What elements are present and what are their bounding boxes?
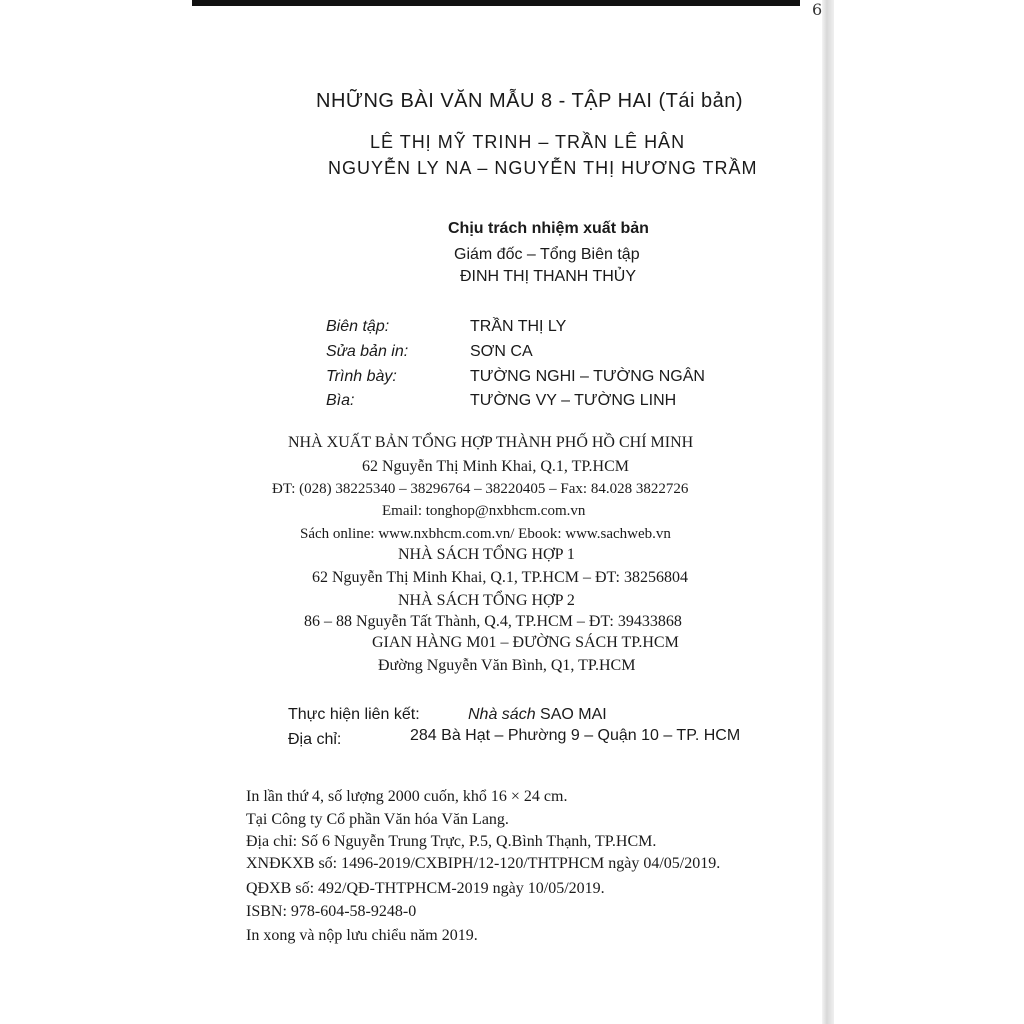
credit-label: Sửa bản in: <box>326 343 409 360</box>
publisher-phone: ĐT: (028) 38225340 – 38296764 – 38220405 – Fax: 84.028 3822726 <box>272 481 689 497</box>
credit-value: TƯỜNG VY – TƯỜNG LINH <box>470 392 677 409</box>
print-info-line: In lần thứ 4, số lượng 2000 cuốn, khổ 16 × 24 cm. <box>246 788 568 805</box>
book-title: NHỮNG BÀI VĂN MẪU 8 - TẬP HAI (Tái bản) <box>316 90 744 112</box>
publisher-email: Email: tonghop@nxbhcm.com.vn <box>382 503 586 519</box>
stall-address: Đường Nguyễn Văn Bình, Q1, TP.HCM <box>378 657 636 674</box>
responsibility-role: Giám đốc – Tổng Biên tập <box>454 246 640 263</box>
print-info-line: XNĐKXB số: 1496-2019/CXBIPH/12-120/THTPHCM ngày 04/05/2019. <box>246 855 721 872</box>
print-info-line: Tại Công ty Cổ phần Văn hóa Văn Lang. <box>246 811 509 828</box>
print-info-line: Địa chỉ: Số 6 Nguyễn Trung Trực, P.5, Q.Bình Thạnh, TP.HCM. <box>246 833 657 850</box>
store-2-name: NHÀ SÁCH TỔNG HỢP 2 <box>398 592 575 609</box>
partner-label: Thực hiện liên kết: <box>288 706 420 723</box>
credit-label: Trình bày: <box>326 368 397 385</box>
page-corner-mark: 6 <box>812 0 823 19</box>
publisher-name: NHÀ XUẤT BẢN TỔNG HỢP THÀNH PHỐ HỒ CHÍ MINH <box>288 434 694 451</box>
publisher-address: 62 Nguyễn Thị Minh Khai, Q.1, TP.HCM <box>362 458 629 475</box>
credit-value: TƯỜNG NGHI – TƯỜNG NGÂN <box>470 368 705 385</box>
partner-address-label: Địa chỉ: <box>288 731 342 748</box>
authors-line-2: NGUYỄN LY NA – NGUYỄN THỊ HƯƠNG TRẦM <box>328 158 758 178</box>
credit-value: SƠN CA <box>470 343 533 360</box>
credit-label: Bìa: <box>326 392 355 409</box>
store-1-name: NHÀ SÁCH TỔNG HỢP 1 <box>398 546 575 563</box>
authors-line-1: LÊ THỊ MỸ TRINH – TRẦN LÊ HÂN <box>370 132 686 152</box>
publisher-online: Sách online: www.nxbhcm.com.vn/ Ebook: www.sachweb.vn <box>300 526 671 542</box>
print-info-line: QĐXB số: 492/QĐ-THTPHCM-2019 ngày 10/05/2019. <box>246 880 605 897</box>
top-edge-bar <box>192 0 800 6</box>
print-info-line: In xong và nộp lưu chiểu năm 2019. <box>246 927 478 944</box>
credit-label: Biên tập: <box>326 318 390 335</box>
store-2-address: 86 – 88 Nguyễn Tất Thành, Q.4, TP.HCM – ĐT: 39433868 <box>304 613 682 630</box>
responsibility-heading: Chịu trách nhiệm xuất bản <box>448 220 649 237</box>
store-1-address: 62 Nguyễn Thị Minh Khai, Q.1, TP.HCM – ĐT: 38256804 <box>312 569 688 586</box>
credit-value: TRẦN THỊ LY <box>470 318 567 335</box>
partner-value: SAO MAI <box>540 706 607 723</box>
partner-value-italic: Nhà sách <box>468 706 536 723</box>
page-right-edge <box>822 0 834 1024</box>
partner-address: 284 Bà Hạt – Phường 9 – Quận 10 – TP. HCM <box>410 727 741 744</box>
print-info-line: ISBN: 978-604-58-9248-0 <box>246 903 417 920</box>
responsibility-name: ĐINH THỊ THANH THỦY <box>460 268 637 285</box>
stall-name: GIAN HÀNG M01 – ĐƯỜNG SÁCH TP.HCM <box>372 634 679 651</box>
